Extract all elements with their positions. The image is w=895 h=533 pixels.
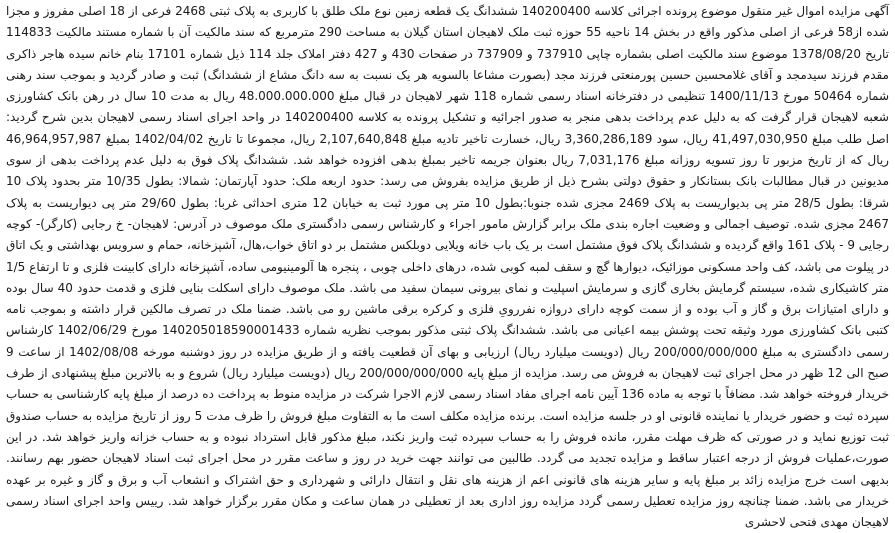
auction-notice-text: آگهی مزایده اموال غیر منقول موضوع پرونده اجرائی کلاسه 140200400 ششدانگ یک قطعه زمین نوع ملک طلق با کاربری به پلاک ثبتی 2468 فرعی از 18 اصلی مفروز و مجزا شده از58 فرعی از اصلی مذکور واقع در بخش 14 ناحیه 55 حوزه ثبت ملک لاهیجان استان گیلان به مساحت 290 مترمربع که سند مالکیت آن با شماره مستند مالکیت 114833 تاریخ 1378/08/20 موضوع سند مالکیت اصلی بشماره چاپی 737910 و 737909 در صفحات 430 و 427 دفتر املاک جلد 114 ذیل شماره 17101 بنام خانم سیده هاجر ذاکری مقدم فرزند سیدمجد و آقای غلامحسین حسین پورمنعتی فرزند مجد (بصورت مشاعا بالسویه هر یک نسبت به سه دانگ مشاع از ششدانگ) ثبت و صادر گردید و بموجب سند رهنی شماره 50464 مورخ 1400/11/13 تنظیمی در دفترخانه اسناد رسمی شماره 118 شهر لاهیجان در قبال مبلغ 48.000.000.000 ریال به مدت 10 سال در رهن بانک کشاورزی شعبه لاهیجان قرار گرفت که به دلیل عدم پرداخت بدهی منجر به صدور اجرائیه و تشکیل پرونده به کلاسه 140200400 در واحد اجرای اسناد رسمی لاهیجان بدین شرح گردید: اصل طلب مبلغ 41,497,030,950 ریال، سود 3,360,286,189 ریال، خسارت تاخیر تادیه مبلغ 2,107,640,848 ریال، مجموعا تا تاریخ 1402/04/02 بمبلغ 46,964,957,987 ریال که از تاریخ مزبور تا روز تسویه روزانه مبلغ 7,031,176 ریال بعنوان جریمه تاخیر بمبلغ بدهی افزوده خواهد شد. ششدانگ پلاک فوق به دلیل عدم پرداخت بدهی از سوی مدیونین در قبال مطالبات بانک بستانکار و حقوق دولتی بشرح ذیل از طریق مزایده بفروش می رسد: حدود اربعه ملک: حدود آپارتمان: شمالا: بطول 10/35 متر بحدود پلاک 10 شرقا: بطول 28/5 متر پی بدیواریست به پلاک 2469 مجزی شده جنوبا:بطول 10 متر پی مورد ثبت به خیابان 12 متری احداثی غربا: بطول 29/60 متر پی دیواریست به پلاک 2467 مجزی شده. توصیف اجمالی و وضعیت اجاره بندی ملک برابر گزارش مامور اجراء و کارشناس رسمی دادگستری ملک موصوف در آدرس: لاهیجان- خ رجایی (کارگر)- کوچه رجایی 9 - پلاک 161 واقع گردیده و ششدانگ پلاک فوق مشتمل است بر یک باب خانه ویلایی دوبلکس مشتمل بر دو اتاق خواب،هال، آشپزخانه، حمام و سرویس بهداشتی و یک اتاق در پیلوت می باشد، کف واحد مسکونی موزائیک، دیوارها گچ و سقف لمبه کوبی شده، درهای داخلی چوبی ، پنجره ها آلومینیومی ساده، آشپزخانه دارای کابینت فلزی و تا ارتفاع 1/5 متر کاشیکاری شده، سیستم گرمایش بخاری گازی و سرمایش اسپلیت و نمای بیرونی سیمان سفید می باشد. ملک موصوف دارای اسکلت بنایی فلزی و قدمت حدود 40 سال بوده و دارای امتیازات برق و گاز و آب بوده و از سمت کوچه دارای دروازه نفررویِ فلزی و کرکره برقی ماشین رو می باشد. ضمنا ملک در تصرف مالکین قرار داشته و بموجب نامه کتبی بانک کشاورزی مورد وثیقه تحت پوشش بیمه اعیانی می باشد. ششدانگ پلاک ثبتی مذکور بموجب نظریه شماره 140205018590001433 مورخ 1402/06/29 کارشناس رسمی دادگستری به مبلغ 200/000/000/000 ریال (دویست میلیارد ریال) ارزیابی و بهای آن قطعیت یافته و از طریق مزایده در روز دوشنبه مورخه 1402/08/08 از ساعت 9 صبح الی 12 ظهر در محل اجرای ثبت لاهیجان به فروش می رسد. مزایده از مبلغ پایه 200/000/000/000 ریال (دویست میلیارد ریال) شروع و به بالاترین مبلغ پیشنهادی از طرف خریدار فروخته خواهد شد. مضافاً با توجه به ماده 136 آیین نامه اجرای مفاد اسناد رسمی لازم الاجرا شرکت در مزایده منوط به پرداخت ده درصد از مبلغ پایه کارشناسی به حساب سپرده ثبت و حضور خریدار یا نماینده قانونی او در جلسه مزایده است. برنده مزایده مکلف است ما به التفاوت مبلغ فروش را ظرف مدت 5 روز از تاریخ مزایده به حساب صندوق ثبت توزیع نماید و در صورتی که ظرف مهلت مقرر، مانده فروش را به حساب سپرده ثبت واریز نکند، مبلغ مذکور قابل استرداد نبوده و به حساب خزانه واریز خواهد شد. در این صورت،عملیات فروش از درجه اعتبار ساقط و مزایده تجدید می گردد. طالبین می توانند جهت خرید در روز و ساعت مقرر در محل اجرای ثبت اسناد لاهیجان حضور بهم رسانند. بدیهی است خرج مزایده زائد بر مبلغ پایه و سایر هزینه های قانونی اعم از هزینه های نقل و انتقال دارائی و شهرداری و حق اشتراک و انشعاب آب و برق و گاز و غیره بر عهده خریدار می باشد. ضمنا چنانچه روز مزایده تعطیل رسمی گردد مزایده روز اداری بعد از تعطیلی در همان ساعت و مکان مقرر برگزار خواهد شد. رییس واحد اجرای اسناد رسمی لاهیجان مهدی فتحی لاحشری <box>6 4 890 530</box>
